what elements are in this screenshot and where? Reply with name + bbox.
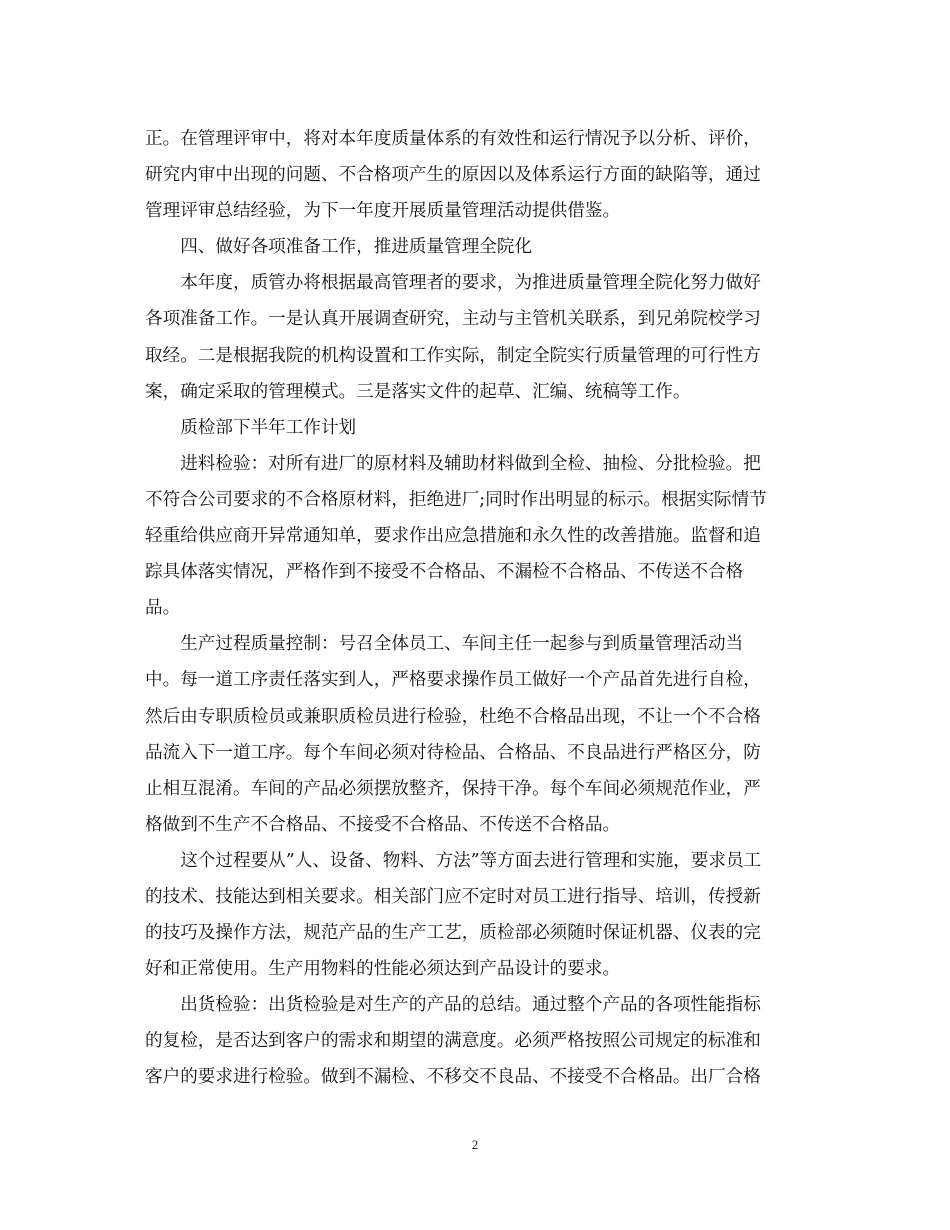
text-line: 的技巧及操作方法，规范产品的生产工艺，质检部必须随时保证机器、仪表的完 bbox=[145, 923, 761, 944]
text-line: 品流入下一道工序。每个车间必须对待检品、合格品、不良品进行严格区分，防 bbox=[145, 742, 761, 763]
text-line: 各项准备工作。一是认真开展调查研究，主动与主管机关联系，到兄弟院校学习 bbox=[145, 309, 761, 330]
text-line: 研究内审中出现的问题、不合格项产生的原因以及体系运行方面的缺陷等，通过 bbox=[145, 165, 761, 186]
text-line: 生产过程质量控制：号召全体员工、车间主任一起参与到质量管理活动当 bbox=[145, 634, 744, 655]
text-line: 取经。二是根据我院的机构设置和工作实际，制定全院实行质量管理的可行性方 bbox=[145, 345, 761, 366]
text-line: 止相互混淆。车间的产品必须摆放整齐，保持干净。每个车间必须规范作业，严 bbox=[145, 778, 761, 799]
text-line: 客户的要求进行检验。做到不漏检、不移交不良品、不接受不合格品。出厂合格 bbox=[145, 1067, 761, 1088]
text-line: 这个过程要从”人、设备、物料、方法”等方面去进行管理和实施，要求员工 bbox=[145, 850, 762, 871]
text-line: 品。 bbox=[145, 598, 181, 619]
document-subtitle: 质检部下半年工作计划 bbox=[145, 417, 357, 438]
text-line: 进料检验：对所有进厂的原材料及辅助材料做到全检、抽检、分批检验。把 bbox=[145, 453, 761, 474]
text-line: 本年度，质管办将根据最高管理者的要求，为推进质量管理全院化努力做好 bbox=[145, 273, 761, 294]
text-line: 踪具体落实情况，严格作到不接受不合格品、不漏检不合格品、不传送不合格 bbox=[145, 562, 744, 583]
text-line: 不符合公司要求的不合格原材料，拒绝进厂;同时作出明显的标示。根据实际情节 bbox=[145, 489, 767, 510]
text-line: 案，确定采取的管理模式。三是落实文件的起草、汇编、统稿等工作。 bbox=[145, 381, 691, 402]
text-line: 轻重给供应商开异常通知单，要求作出应急措施和永久性的改善措施。监督和追 bbox=[145, 526, 761, 547]
text-line: 管理评审总结经验，为下一年度开展质量管理活动提供借鉴。 bbox=[145, 201, 621, 222]
page-number: 2 bbox=[471, 1137, 479, 1152]
text-line: 然后由专职质检员或兼职质检员进行检验，杜绝不合格品出现，不让一个不合格 bbox=[145, 706, 761, 727]
text-line: 中。每一道工序责任落实到人，严格要求操作员工做好一个产品首先进行自检， bbox=[145, 670, 761, 691]
text-line: 正。在管理评审中，将对本年度质量体系的有效性和运行情况予以分析、评价， bbox=[145, 129, 761, 149]
text-line: 好和正常使用。生产用物料的性能必须达到产品设计的要求。 bbox=[145, 959, 621, 980]
text-line: 的技术、技能达到相关要求。相关部门应不定时对员工进行指导、培训，传授新 bbox=[145, 886, 761, 907]
text-line: 的复检，是否达到客户的需求和期望的满意度。必须严格按照公司规定的标准和 bbox=[145, 1031, 761, 1052]
text-line: 格做到不生产不合格品、不接受不合格品、不传送不合格品。 bbox=[145, 814, 621, 835]
document-body bbox=[145, 121, 807, 1096]
text-line: 出货检验：出货检验是对生产的产品的总结。通过整个产品的各项性能指标 bbox=[145, 995, 761, 1016]
section-heading: 四、做好各项准备工作，推进质量管理全院化 bbox=[145, 237, 533, 258]
